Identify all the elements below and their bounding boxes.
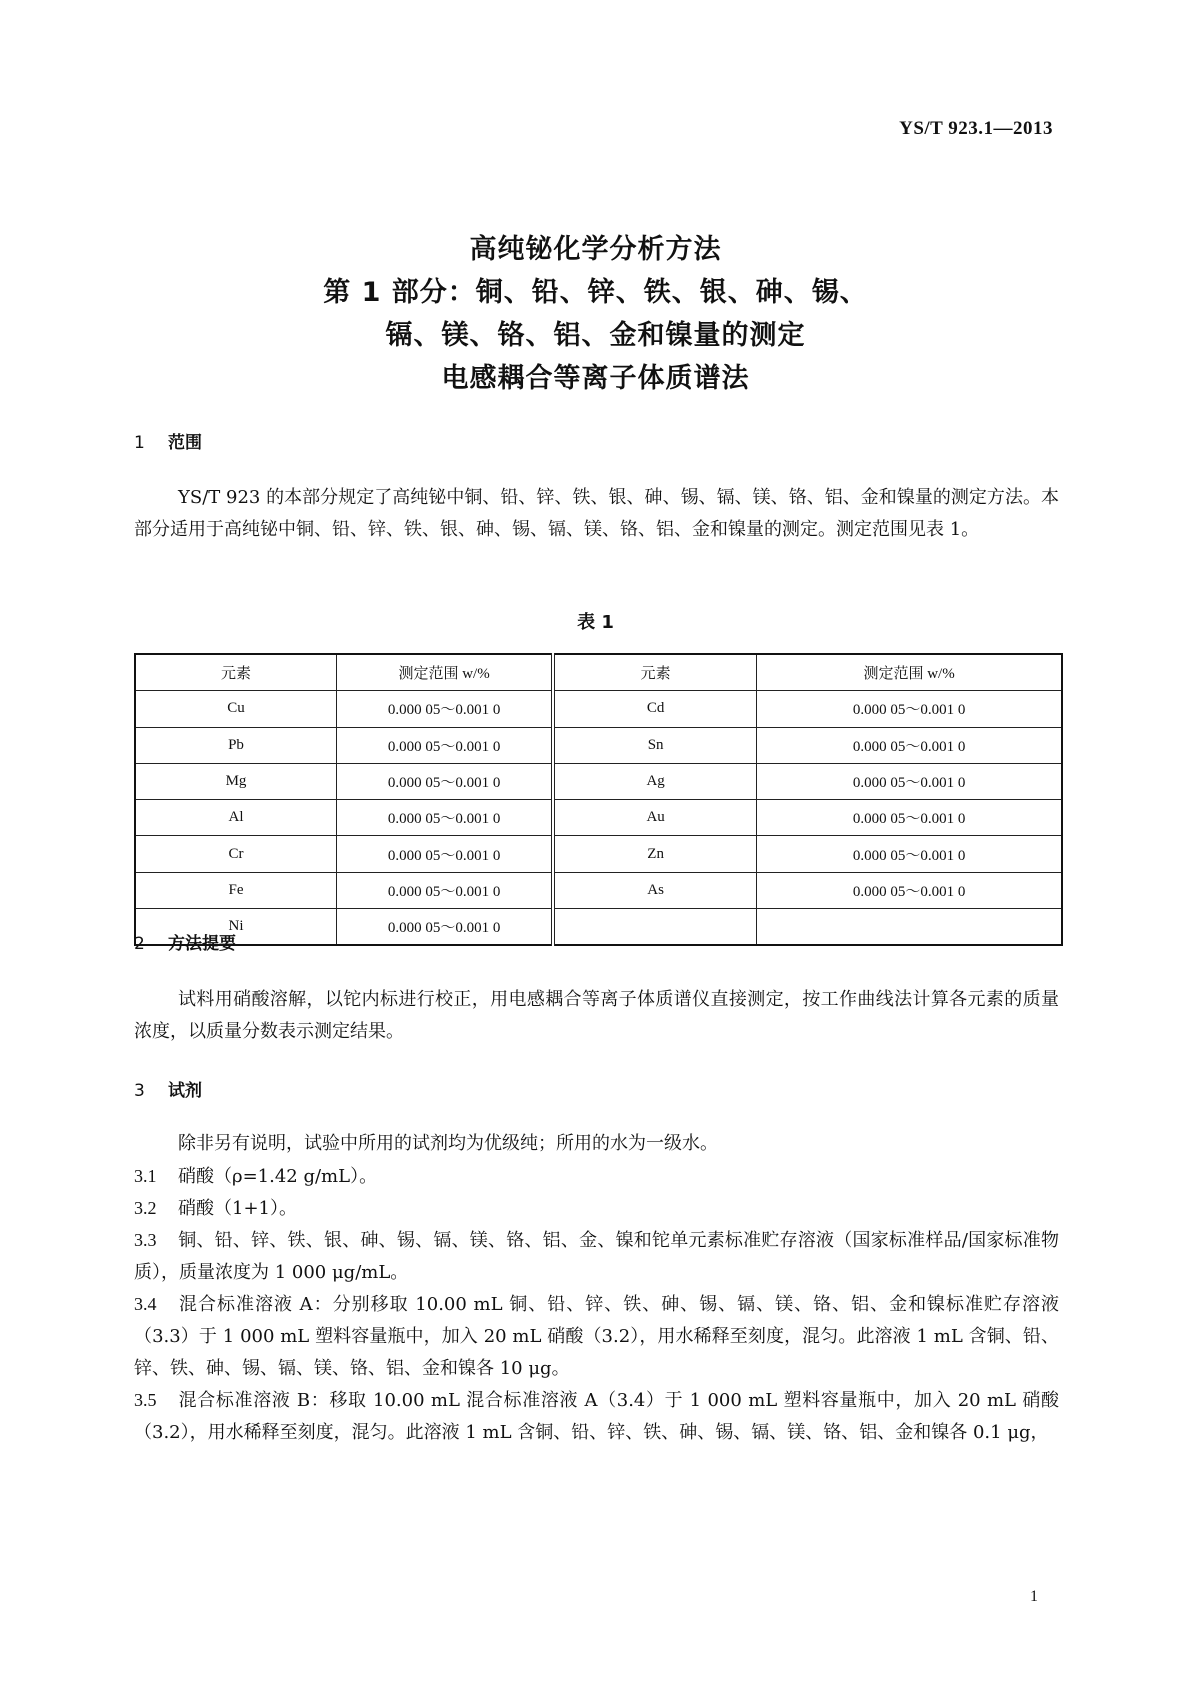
- table-header-cell: 测定范围 w/%: [757, 654, 1062, 691]
- section-2-heading: [134, 929, 236, 954]
- section-1-heading: [134, 428, 202, 453]
- element-cell: Al: [135, 800, 337, 836]
- table-header-cell: 元素: [135, 654, 337, 691]
- table-header-row: [135, 654, 1062, 691]
- item-number: 3.4: [134, 1294, 157, 1314]
- table-1: [134, 653, 1063, 946]
- range-cell: 0.000 05～0.001 0: [337, 909, 554, 946]
- section-3-number: 3: [134, 1081, 145, 1101]
- item-text: 硝酸（1+1）。: [178, 1198, 297, 1219]
- section-3-intro: 除非另有说明，试验中所用的试剂均为优级纯；所用的水为一级水。: [178, 1133, 718, 1154]
- standard-code: YS/T 923.1—2013: [899, 118, 1053, 139]
- title-line-3: 镉、镁、铬、铝、金和镍量的测定: [385, 320, 806, 351]
- item-text: 混合标准溶液 A：分别移取 10.00 mL 铜、铅、锌、铁、砷、锡、镉、镁、铬、铝、金和镍标准贮存溶液（3.3）于 1 000 mL 塑料容量瓶中，加入 20 mL 硝酸（3.2），用水稀释至刻度，混匀。此溶液 1 mL 含铜、铅、锌、铁、砷、锡、镉、镁、铬、铝、金和镍各 10 μg。: [134, 1294, 1059, 1379]
- element-cell: Zn: [553, 836, 757, 872]
- range-cell: [757, 909, 1062, 946]
- element-cell: Ni: [135, 909, 337, 946]
- range-cell: 0.000 05～0.001 0: [337, 691, 554, 727]
- item-3-4: [134, 1288, 1059, 1385]
- range-cell: 0.000 05～0.001 0: [757, 763, 1062, 799]
- table-row: [135, 691, 1062, 727]
- item-number: 3.1: [134, 1166, 157, 1186]
- element-cell: Sn: [553, 727, 757, 763]
- element-cell: Cr: [135, 836, 337, 872]
- item-3-2: [134, 1192, 1059, 1225]
- section-2-title: 方法提要: [168, 934, 236, 954]
- section-2-number: 2: [134, 934, 145, 954]
- table-row: [135, 872, 1062, 908]
- table-1-caption: 表 1: [577, 612, 614, 633]
- item-3-5: [134, 1384, 1059, 1449]
- section-1-paragraph: YS/T 923 的本部分规定了高纯铋中铜、铅、锌、铁、银、砷、锡、镉、镁、铬、铝、金和镍量的测定方法。本部分适用于高纯铋中铜、铅、锌、铁、银、砷、锡、镉、镁、铬、铝、金和镍量的测定。测定范围见表 1。: [134, 487, 1059, 540]
- item-text: 混合标准溶液 B：移取 10.00 mL 混合标准溶液 A（3.4）于 1 000 mL 塑料容量瓶中，加入 20 mL 硝酸（3.2），用水稀释至刻度，混匀。此溶液 1 mL 含铜、铅、锌、铁、砷、锡、镉、镁、铬、铝、金和镍各 0.1 μg，: [134, 1390, 1059, 1443]
- element-cell: Fe: [135, 872, 337, 908]
- item-number: 3.3: [134, 1230, 157, 1250]
- table-header-cell: 元素: [553, 654, 757, 691]
- range-cell: 0.000 05～0.001 0: [337, 800, 554, 836]
- element-cell: Cu: [135, 691, 337, 727]
- element-cell: Au: [553, 800, 757, 836]
- range-cell: 0.000 05～0.001 0: [757, 727, 1062, 763]
- table-row: [135, 836, 1062, 872]
- section-3-title: 试剂: [168, 1081, 202, 1101]
- title-line-1: 高纯铋化学分析方法: [469, 234, 722, 265]
- range-cell: 0.000 05～0.001 0: [337, 727, 554, 763]
- item-text: 铜、铅、锌、铁、银、砷、锡、镉、镁、铬、铝、金、镍和铊单元素标准贮存溶液（国家标准样品/国家标准物质），质量浓度为 1 000 μg/mL。: [134, 1230, 1059, 1283]
- range-cell: 0.000 05～0.001 0: [337, 763, 554, 799]
- table-row: [135, 909, 1062, 946]
- range-cell: 0.000 05～0.001 0: [337, 872, 554, 908]
- table-1-body: [135, 654, 1062, 945]
- element-cell: Ag: [553, 763, 757, 799]
- item-3-3: [134, 1224, 1059, 1289]
- title-line-4: 电感耦合等离子体质谱法: [441, 363, 750, 394]
- page-number: 1: [1030, 1588, 1038, 1605]
- section-2-paragraph: 试料用硝酸溶解，以铊内标进行校正，用电感耦合等离子体质谱仪直接测定，按工作曲线法计算各元素的质量浓度，以质量分数表示测定结果。: [134, 989, 1059, 1042]
- range-cell: 0.000 05～0.001 0: [757, 836, 1062, 872]
- title-line-2: 第 1 部分：铜、铅、锌、铁、银、砷、锡、: [323, 277, 868, 308]
- range-cell: 0.000 05～0.001 0: [337, 836, 554, 872]
- table-row: [135, 727, 1062, 763]
- section-1-title: 范围: [168, 433, 202, 453]
- element-cell: Mg: [135, 763, 337, 799]
- range-cell: 0.000 05～0.001 0: [757, 691, 1062, 727]
- element-cell: Pb: [135, 727, 337, 763]
- item-number: 3.2: [134, 1198, 157, 1218]
- element-cell: As: [553, 872, 757, 908]
- table-row: [135, 763, 1062, 799]
- document-title: [0, 228, 1191, 400]
- range-cell: 0.000 05～0.001 0: [757, 800, 1062, 836]
- table-row: [135, 800, 1062, 836]
- section-1-number: 1: [134, 433, 145, 453]
- item-text: 硝酸（ρ=1.42 g/mL）。: [178, 1166, 378, 1187]
- section-3-heading: [134, 1076, 202, 1101]
- range-cell: 0.000 05～0.001 0: [757, 872, 1062, 908]
- element-cell: [553, 909, 757, 946]
- table-header-cell: 测定范围 w/%: [337, 654, 554, 691]
- element-cell: Cd: [553, 691, 757, 727]
- item-3-1: [134, 1160, 1059, 1193]
- item-number: 3.5: [134, 1390, 157, 1410]
